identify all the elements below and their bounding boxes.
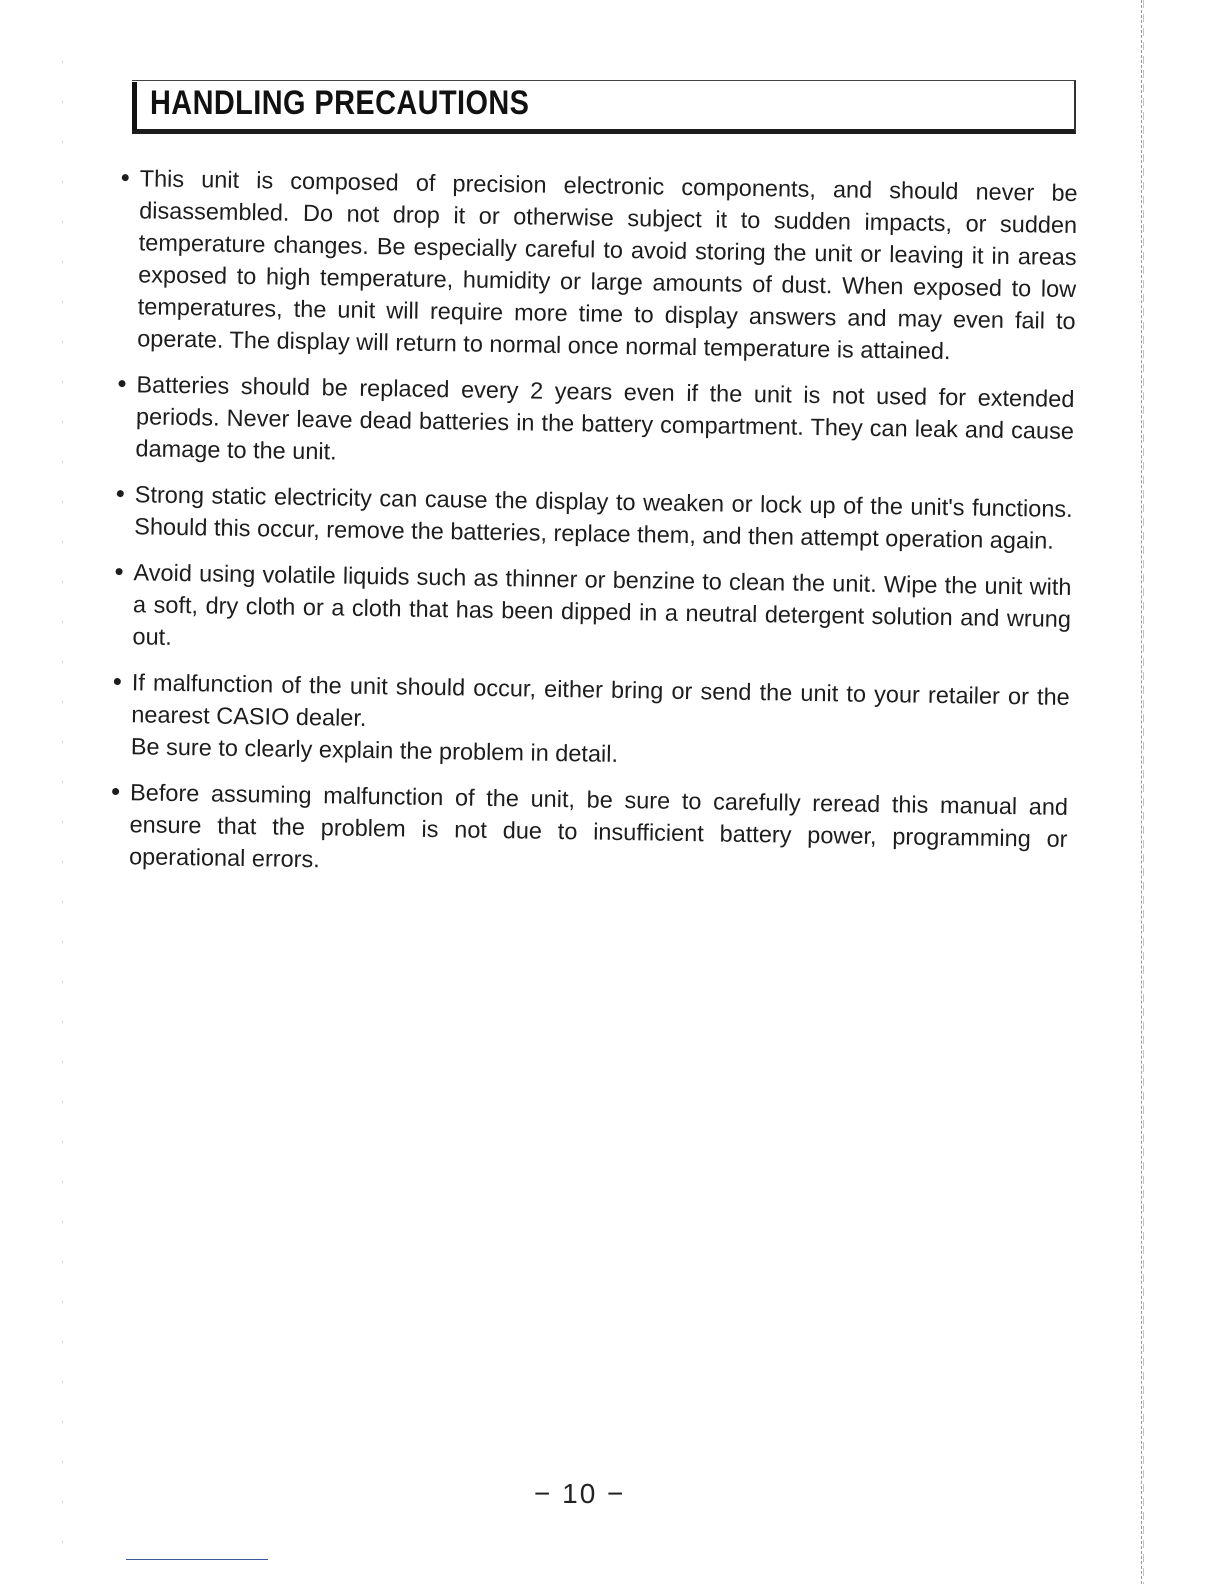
- heading-bar: [132, 82, 137, 130]
- bullet-icon: [116, 568, 123, 575]
- precaution-note: Be sure to clearly explain the problem in detail.: [130, 733, 619, 767]
- bullet-icon: [122, 174, 129, 181]
- precautions-list: [107, 162, 1078, 901]
- precaution-item: [115, 162, 1078, 369]
- precaution-text: If malfunction of the unit should occur, either bring or send the unit to your retailer or the nearest CASIO dealer.: [131, 669, 1070, 731]
- precaution-item: [113, 368, 1074, 479]
- precaution-text: Avoid using volatile liquids such as thinner or benzine to clean the unit. Wipe the unit with a soft, dry cloth or a cloth that has been dipped in a neutral detergent solution and wrung out.: [132, 559, 1072, 650]
- precaution-item: [109, 666, 1070, 777]
- scan-specks-left: [62, 60, 63, 1560]
- footer-rule: [126, 1559, 268, 1560]
- scan-edge-right-dashes: [1143, 0, 1144, 1584]
- precaution-text: Before assuming malfunction of the unit, be sure to carefully reread this manual and ensure that the problem is not due to insufficient battery power, programming or operational errors.: [128, 779, 1069, 873]
- precaution-text: Strong static electricity can cause the display to weaken or lock up of the unit's functions. Should this occur, remove the batteries, replace them, and then attempt operation again.: [134, 481, 1073, 554]
- bullet-icon: [112, 788, 119, 795]
- bullet-icon: [118, 380, 125, 387]
- page-title: HANDLING PRECAUTIONS: [150, 84, 530, 122]
- precaution-text: Batteries should be replaced every 2 years even if the unit is not used for extended periods. Never leave dead batteries in the battery compartment. They can leak and cause damage to the unit.: [135, 371, 1075, 465]
- bullet-icon: [117, 490, 124, 497]
- precaution-text: This unit is composed of precision electronic components, and should never be disassembled. Do not drop it or otherwise subject it to sudden impacts, or sudden temperature changes. Be especially careful to avoid storing the unit or leaving it in areas exposed to high temperature, humidity or large amounts of dust. When exposed to low temperatures, the unit will require more time to display answers and may even fail to operate. The display will return to normal once normal temperature is attained.: [137, 165, 1078, 365]
- bullet-icon: [114, 678, 121, 685]
- precaution-item: [110, 556, 1071, 667]
- precaution-item: [112, 478, 1073, 557]
- scan-edge-right: [1141, 0, 1142, 1584]
- page-number: − 10 −: [534, 1478, 626, 1509]
- precaution-item: [107, 776, 1068, 887]
